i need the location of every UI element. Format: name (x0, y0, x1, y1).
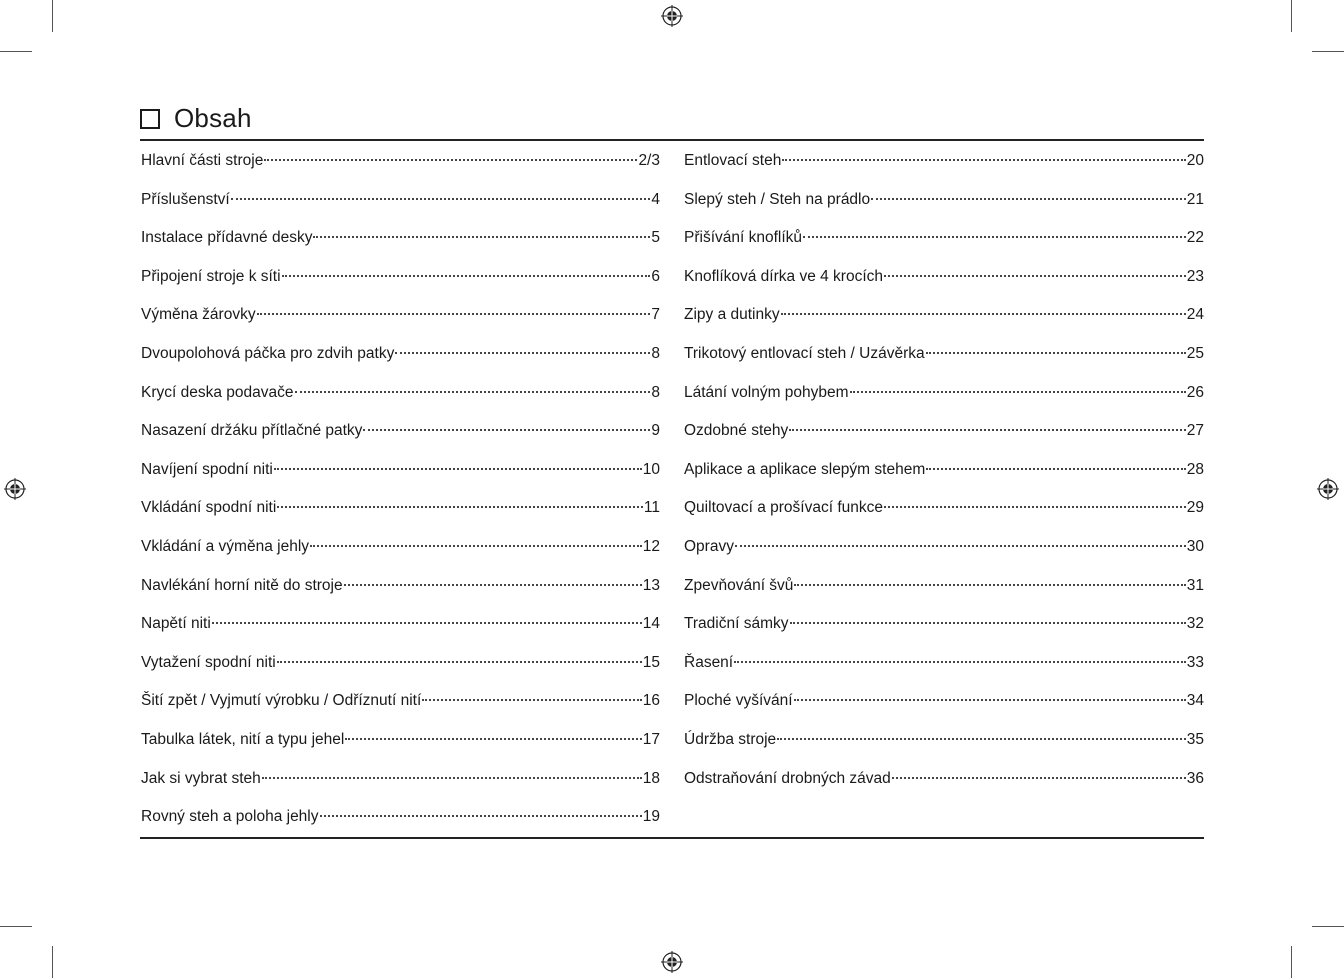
toc-entry[interactable] (141, 258, 660, 297)
dot-leader (262, 777, 642, 779)
toc-entry-page: 30 (1186, 537, 1204, 555)
toc-entry-label: Vkládání a výměna jehly (141, 537, 310, 555)
toc-entry-page: 19 (642, 808, 660, 826)
toc-entry-page: 9 (651, 422, 660, 440)
dot-leader (734, 661, 1186, 663)
toc-entry-page: 35 (1186, 730, 1204, 748)
toc-entry-label: Vytažení spodní niti (141, 653, 276, 671)
dot-leader (790, 622, 1186, 624)
crop-mark (52, 0, 53, 32)
toc-entry-page: 4 (651, 190, 660, 208)
dot-leader (926, 352, 1186, 354)
page-header (140, 103, 252, 134)
dot-leader (782, 159, 1185, 161)
toc-entry-page: 34 (1186, 692, 1204, 710)
dot-leader (422, 699, 642, 701)
dot-leader (295, 391, 651, 393)
toc-entry-label: Entlovací steh (684, 152, 782, 169)
toc-entry[interactable] (141, 798, 660, 837)
toc-entry[interactable] (141, 181, 660, 220)
toc-entry-page: 20 (1186, 152, 1204, 169)
toc-entry-label: Rovný steh a poloha jehly (141, 808, 319, 826)
toc-entry[interactable] (141, 412, 660, 451)
toc-entry-page: 33 (1186, 653, 1204, 671)
toc-entry-page: 12 (642, 537, 660, 555)
toc-entry[interactable] (684, 528, 1204, 567)
toc-entry-page: 36 (1186, 769, 1204, 787)
toc-entry-label: Výměna žárovky (141, 306, 256, 324)
toc-entry-label: Tabulka látek, nití a typu jehel (141, 730, 345, 748)
toc-entry-label: Řasení (684, 653, 734, 671)
toc-entry-label: Krycí deska podavače (141, 383, 294, 401)
dot-leader (277, 661, 642, 663)
toc-entry[interactable] (141, 296, 660, 335)
toc-entry-page: 21 (1186, 190, 1204, 208)
dot-leader (884, 275, 1186, 277)
toc-entry[interactable] (684, 335, 1204, 374)
dot-leader (274, 468, 642, 470)
toc-entry-page: 2/3 (638, 152, 660, 169)
toc-entry-page: 31 (1186, 576, 1204, 594)
crop-mark (1312, 926, 1344, 927)
toc-entry-page: 29 (1186, 499, 1204, 517)
toc-entry-label: Quiltovací a prošívací funkce (684, 499, 884, 517)
top-rule (140, 139, 1204, 141)
toc-entry[interactable] (141, 721, 660, 760)
toc-entry-label: Opravy (684, 537, 734, 555)
toc-entry[interactable] (684, 451, 1204, 490)
crop-mark (0, 926, 32, 927)
toc-entry-label: Tradiční sámky (684, 615, 789, 633)
toc-entry[interactable] (141, 567, 660, 606)
dot-leader (871, 198, 1186, 200)
toc-entry-label: Údržba stroje (684, 730, 777, 748)
toc-entry[interactable] (684, 489, 1204, 528)
toc-entry-page: 28 (1186, 460, 1204, 478)
dot-leader (926, 468, 1186, 470)
toc-entry-page: 17 (642, 730, 660, 748)
toc-entry-page: 13 (642, 576, 660, 594)
dot-leader (344, 584, 642, 586)
toc-entry-label: Napětí niti (141, 615, 211, 633)
toc-entry-page: 6 (651, 267, 660, 285)
toc-entry-page: 24 (1186, 306, 1204, 324)
crop-mark (1291, 0, 1292, 32)
toc-entry[interactable] (141, 760, 660, 799)
square-bullet-icon (140, 109, 160, 129)
toc-entry[interactable] (684, 219, 1204, 258)
toc-entry-label: Látání volným pohybem (684, 383, 849, 401)
dot-leader (789, 429, 1185, 431)
crop-mark (52, 946, 53, 978)
crop-mark (0, 51, 32, 52)
registration-mark-icon (661, 951, 683, 973)
toc-entry-page: 10 (642, 460, 660, 478)
dot-leader (231, 198, 651, 200)
dot-leader (850, 391, 1186, 393)
toc-entry[interactable] (684, 721, 1204, 760)
toc-entry-label: Navlékání horní nitě do stroje (141, 576, 343, 594)
dot-leader (282, 275, 651, 277)
toc-entry[interactable] (684, 644, 1204, 683)
toc-entry-label: Vkládání spodní niti (141, 499, 277, 517)
toc-column-right (684, 142, 1204, 798)
dot-leader (735, 545, 1186, 547)
toc-entry-page: 22 (1186, 229, 1204, 247)
toc-entry-page: 16 (642, 692, 660, 710)
registration-mark-icon (661, 5, 683, 27)
toc-entry[interactable] (141, 451, 660, 490)
crop-mark (1291, 946, 1292, 978)
toc-entry[interactable] (141, 605, 660, 644)
toc-entry-page: 25 (1186, 344, 1204, 362)
toc-entry[interactable] (684, 142, 1204, 181)
crop-mark (1312, 51, 1344, 52)
toc-entry-page: 23 (1186, 267, 1204, 285)
dot-leader (395, 352, 650, 354)
registration-mark-icon (1317, 478, 1339, 500)
dot-leader (320, 815, 642, 817)
dot-leader (781, 313, 1186, 315)
toc-entry[interactable] (141, 374, 660, 413)
toc-entry[interactable] (141, 489, 660, 528)
toc-entry-label: Aplikace a aplikace slepým stehem (684, 460, 926, 478)
toc-entry-label: Příslušenství (141, 190, 230, 208)
toc-entry[interactable] (141, 335, 660, 374)
toc-entry-page: 32 (1186, 615, 1204, 633)
toc-column-left (141, 142, 660, 837)
toc-entry[interactable] (684, 760, 1204, 799)
registration-mark-icon (4, 478, 26, 500)
toc-entry[interactable] (141, 644, 660, 683)
dot-leader (803, 236, 1186, 238)
dot-leader (345, 738, 641, 740)
toc-entry[interactable] (141, 682, 660, 721)
toc-entry-label: Trikotový entlovací steh / Uzávěrka (684, 344, 925, 362)
toc-entry-label: Připojení stroje k síti (141, 267, 281, 285)
toc-entry-page: 8 (651, 383, 660, 401)
toc-entry-page: 11 (643, 499, 660, 517)
toc-entry[interactable] (684, 181, 1204, 220)
toc-entry-label: Šití zpět / Vyjmutí výrobku / Odříznutí nití (141, 692, 422, 710)
toc-entry[interactable] (141, 528, 660, 567)
toc-entry-label: Slepý steh / Steh na prádlo (684, 190, 871, 208)
toc-entry-label: Ozdobné stehy (684, 422, 789, 440)
dot-leader (257, 313, 651, 315)
toc-entry[interactable] (684, 374, 1204, 413)
dot-leader (794, 699, 1186, 701)
dot-leader (277, 506, 643, 508)
toc-entry-label: Nasazení držáku přítlačné patky (141, 422, 363, 440)
toc-entry-page: 26 (1186, 383, 1204, 401)
page-title: Obsah (174, 103, 252, 133)
dot-leader (313, 236, 650, 238)
toc-entry[interactable] (684, 258, 1204, 297)
toc-entry[interactable] (141, 219, 660, 258)
dot-leader (794, 584, 1185, 586)
toc-entry-label: Dvoupolohová páčka pro zdvih patky (141, 344, 395, 362)
bottom-rule (140, 837, 1204, 839)
toc-entry-page: 27 (1186, 422, 1204, 440)
dot-leader (892, 777, 1186, 779)
toc-entry[interactable] (141, 142, 660, 181)
toc-entry-label: Odstraňování drobných závad (684, 769, 891, 787)
toc-entry-label: Hlavní části stroje (141, 152, 264, 169)
dot-leader (212, 622, 642, 624)
toc-entry-page: 5 (651, 229, 660, 247)
toc-entry-page: 18 (642, 769, 660, 787)
toc-entry-label: Navíjení spodní niti (141, 460, 273, 478)
toc-entry-label: Instalace přídavné desky (141, 229, 313, 247)
toc-entry[interactable] (684, 567, 1204, 606)
toc-entry[interactable] (684, 296, 1204, 335)
toc-entry-label: Zipy a dutinky (684, 306, 780, 324)
toc-entry[interactable] (684, 682, 1204, 721)
toc-entry[interactable] (684, 605, 1204, 644)
dot-leader (363, 429, 650, 431)
dot-leader (884, 506, 1186, 508)
toc-entry-label: Ploché vyšívání (684, 692, 793, 710)
toc-entry-page: 14 (642, 615, 660, 633)
toc-entry-page: 15 (642, 653, 660, 671)
toc-entry[interactable] (684, 412, 1204, 451)
toc-entry-page: 8 (651, 344, 660, 362)
toc-entry-label: Přišívání knoflíků (684, 229, 803, 247)
toc-entry-label: Zpevňování švů (684, 576, 794, 594)
dot-leader (310, 545, 642, 547)
toc-entry-label: Jak si vybrat steh (141, 769, 261, 787)
dot-leader (264, 159, 637, 161)
toc-entry-label: Knoflíková dírka ve 4 krocích (684, 267, 884, 285)
dot-leader (777, 738, 1186, 740)
toc-entry-page: 7 (651, 306, 660, 324)
